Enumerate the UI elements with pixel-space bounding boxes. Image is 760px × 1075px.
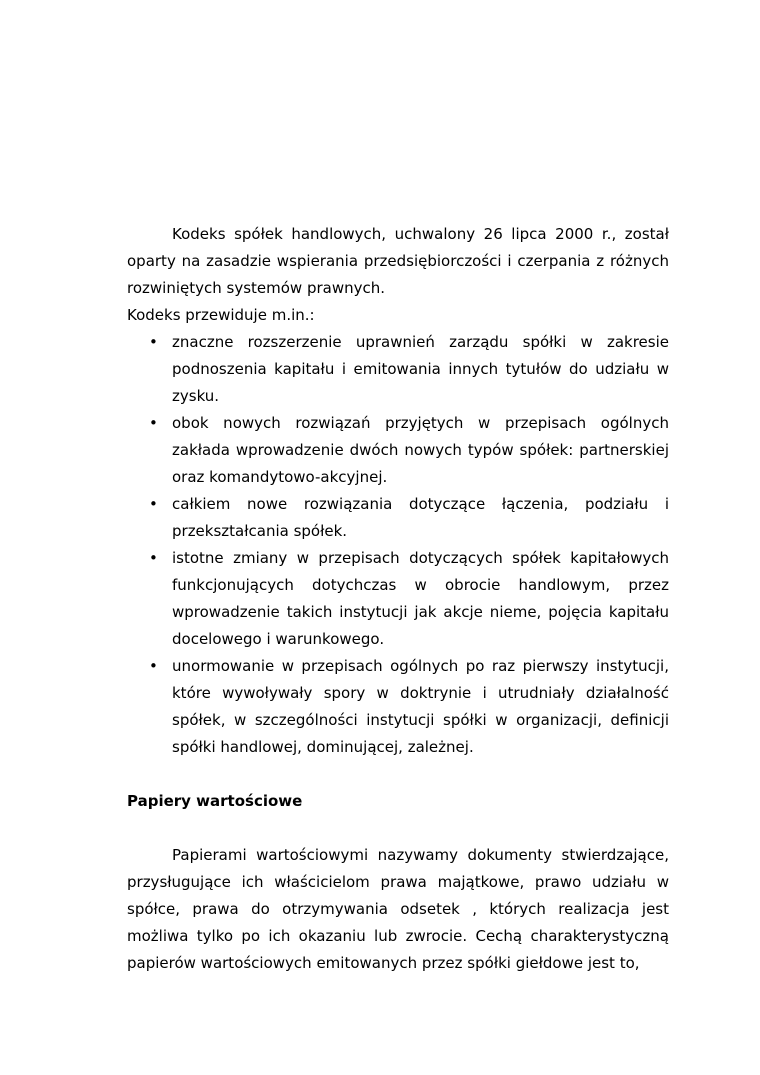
list-intro: Kodeks przewiduje m.in.: — [127, 306, 315, 324]
list-item — [127, 329, 669, 410]
bullet-icon: • — [149, 549, 158, 567]
list-item-text: obok nowych rozwiązań przyjętych w przepisach ogólnych zakłada wprowadzenie dwóch nowych typów spółek: partnerskiej oraz komandytowo-akcyjnej. — [172, 414, 669, 486]
section-paragraph: Papierami wartościowymi nazywamy dokumenty stwierdzające, przysługujące ich właścicielom prawa majątkowe, prawo udziału w spółce, prawa do otrzymywania odsetek , których realizacja jest możliwa tylko po ich okazaniu lub zwrocie. Cechą charakterystyczną papierów wartościowych emitowanych przez spółki giełdowe jest to, — [127, 846, 669, 972]
bullet-list — [127, 329, 669, 761]
intro-paragraph: Kodeks spółek handlowych, uchwalony 26 lipca 2000 r., został oparty na zasadzie wspierania przedsiębiorczości i czerpania z różnych rozwiniętych systemów prawnych. — [127, 225, 669, 297]
document-body — [127, 221, 669, 977]
bullet-icon: • — [149, 333, 158, 351]
list-item-text: znaczne rozszerzenie uprawnień zarządu spółki w zakresie podnoszenia kapitału i emitowania innych tytułów do udziału w zysku. — [172, 333, 669, 405]
list-item-text: istotne zmiany w przepisach dotyczących spółek kapitałowych funkcjonujących dotychczas w obrocie handlowym, przez wprowadzenie takich instytucji jak akcje nieme, pojęcia kapitału docelowego i warunkowego. — [172, 549, 669, 648]
paragraph-spacer — [127, 815, 669, 842]
list-item — [127, 545, 669, 653]
section-heading: Papiery wartościowe — [127, 792, 303, 810]
list-item — [127, 653, 669, 761]
list-item — [127, 491, 669, 545]
list-item — [127, 410, 669, 491]
list-item-text: całkiem nowe rozwiązania dotyczące łączenia, podziału i przekształcania spółek. — [172, 495, 669, 540]
bullet-icon: • — [149, 414, 158, 432]
bullet-icon: • — [149, 657, 158, 675]
list-item-text: unormowanie w przepisach ogólnych po raz pierwszy instytucji, które wywoływały spory w doktrynie i utrudniały działalność spółek, w szczególności instytucji spółki w organizacji, definicji spółki handlowej, dominującej, zależnej. — [172, 657, 669, 756]
bullet-icon: • — [149, 495, 158, 513]
